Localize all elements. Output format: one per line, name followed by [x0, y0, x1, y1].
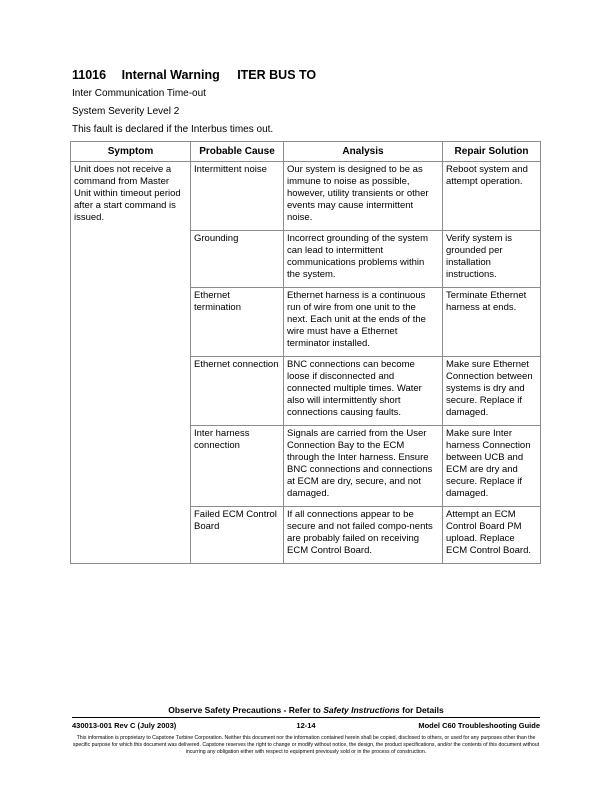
safety-notice: [0, 705, 612, 715]
fault-code: 11016: [72, 68, 107, 82]
cause-cell: Failed ECM Control Board: [191, 507, 284, 564]
analysis-cell: Our system is designed to be as immune to noise as possible, however, utility transients or other events may cause intermittent noise.: [284, 162, 443, 231]
symptom-cell: Unit does not receive a command from Master Unit within timeout period after a start command is issued.: [71, 162, 191, 564]
severity-level: System Severity Level 2: [72, 106, 180, 117]
repair-cell: Terminate Ethernet harness at ends.: [443, 288, 541, 357]
repair-cell: Verify system is grounded per installation instructions.: [443, 231, 541, 288]
cause-cell: Ethernet connection: [191, 357, 284, 426]
repair-cell: Make sure Ethernet Connection between systems is dry and secure. Replace if damaged.: [443, 357, 541, 426]
footer-divider: [72, 717, 540, 718]
header-probable-cause: Probable Cause: [191, 142, 284, 162]
troubleshooting-table: [70, 141, 541, 564]
document-title: Model C60 Troubleshooting Guide: [418, 721, 540, 730]
safety-notice-suffix: for Details: [399, 705, 444, 715]
repair-cell: Attempt an ECM Control Board PM upload. Replace ECM Control Board.: [443, 507, 541, 564]
analysis-cell: Ethernet harness is a continuous run of wire from one unit to the next. Each unit at the ends of the wire must have a Ethernet terminator installed.: [284, 288, 443, 357]
fault-heading: [72, 68, 316, 82]
fault-description: Inter Communication Time-out: [72, 88, 206, 99]
page-number: 12-14: [296, 721, 316, 730]
table-row: [71, 162, 541, 231]
repair-cell: Make sure Inter harness Connection between UCB and ECM are dry and secure. Replace if damaged.: [443, 426, 541, 507]
fault-tag: ITER BUS TO: [237, 68, 317, 82]
cause-cell: Grounding: [191, 231, 284, 288]
safety-instructions-reference: Safety Instructions: [323, 705, 400, 715]
table-header-row: [71, 142, 541, 162]
analysis-cell: If all connections appear to be secure and not failed compo-nents are probably failed on receiving ECM Control Board.: [284, 507, 443, 564]
header-symptom: Symptom: [71, 142, 191, 162]
repair-cell: Reboot system and attempt operation.: [443, 162, 541, 231]
proprietary-disclaimer: This information is proprietary to Capstone Turbine Corporation. Neither this document nor the information contained herein shall be copied, disclosed to others, or used for any purposes other than the specific purpose for which this document was delivered. Capstone reserves the right to change or modify without notice, the design, the product specifications, and/or the contents of this document without incurring any obligation either with respect to equipment previously sold or in the process of construction.: [72, 735, 540, 755]
analysis-cell: BNC connections can become loose if disconnected and connected multiple times. Water also will intermittently short connections causing faults.: [284, 357, 443, 426]
safety-notice-prefix: Observe Safety Precautions - Refer to: [168, 705, 324, 715]
cause-cell: Ethernet termination: [191, 288, 284, 357]
header-repair-solution: Repair Solution: [443, 142, 541, 162]
cause-cell: Inter harness connection: [191, 426, 284, 507]
analysis-cell: Incorrect grounding of the system can lead to intermittent communications problems within the system.: [284, 231, 443, 288]
document-number: 430013-001 Rev C (July 2003): [72, 721, 177, 730]
fault-condition: This fault is declared if the Interbus times out.: [72, 124, 274, 135]
analysis-cell: Signals are carried from the User Connection Bay to the ECM through the Inter harness. Ensure BNC connections and connections at ECM are dry, secure, and not damaged.: [284, 426, 443, 507]
header-analysis: Analysis: [284, 142, 443, 162]
fault-name: Internal Warning: [121, 68, 220, 82]
cause-cell: Intermittent noise: [191, 162, 284, 231]
